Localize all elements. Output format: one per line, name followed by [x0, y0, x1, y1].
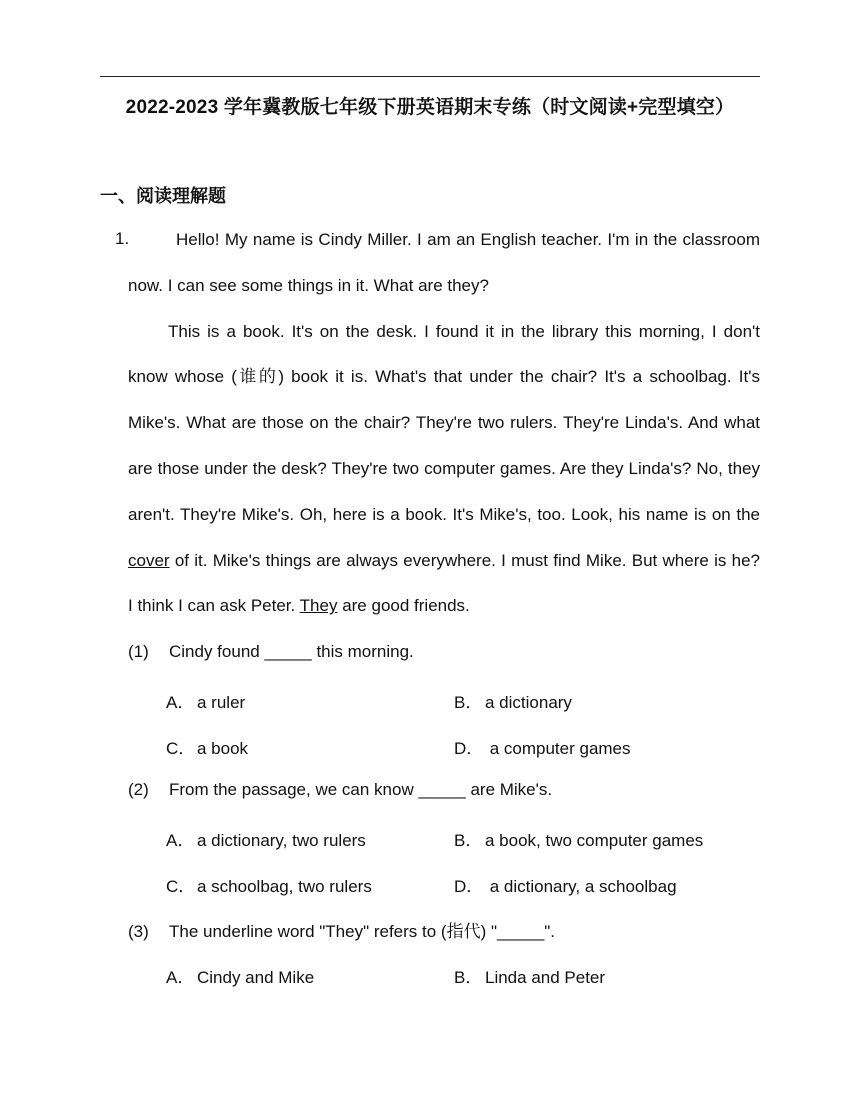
- subquestion-2-stem: [128, 780, 552, 800]
- subquestion-1-stem: [128, 642, 414, 662]
- reading-passage: [128, 217, 760, 629]
- option-letter: D．: [454, 739, 484, 758]
- option-letter: D．: [454, 877, 484, 896]
- option-a[interactable]: [166, 826, 366, 851]
- subquestion-text: From the passage, we can know _____ are Mike's.: [169, 780, 553, 799]
- option-d[interactable]: [454, 872, 677, 897]
- option-letter: C．: [166, 739, 196, 758]
- option-text: a dictionary: [485, 693, 572, 712]
- subquestion-text: Cindy found _____ this morning.: [169, 642, 414, 661]
- option-letter: A．: [166, 693, 195, 712]
- question-number: 1.: [115, 229, 130, 248]
- passage-paragraph-1: Hello! My name is Cindy Miller. I am an English teacher. I'm in the classroom now. I can see some things in it. What are they?: [128, 230, 760, 295]
- option-text: a dictionary, two rulers: [197, 831, 366, 850]
- option-letter: B．: [454, 968, 483, 987]
- subquestion-number: (2): [128, 780, 149, 799]
- option-letter: B．: [454, 831, 483, 850]
- subquestion-number: (3): [128, 922, 149, 941]
- option-text: a book, two computer games: [485, 831, 704, 850]
- subquestion-3-stem: [128, 917, 555, 942]
- option-b[interactable]: [454, 688, 572, 713]
- option-text: Cindy and Mike: [197, 968, 315, 987]
- passage-text: This is a book. It's on the desk. I found it in the library this morning, I don't know whose (谁的) book it is. What's that under the chair? It's a schoolbag. It's Mike's. What are those on the chair? They're two rulers. They're Linda's. And what are those under the desk? They're two computer games. Are they Linda's? No, they aren't. They're Mike's. Oh, here is a book. It's Mike's, too. Look, his name is on the: [128, 321, 760, 524]
- passage-paragraph-2: [128, 309, 760, 630]
- subquestion-text: The underline word "They" refers to (指代) "_____".: [169, 922, 556, 941]
- option-a[interactable]: [166, 688, 245, 713]
- option-text: a computer games: [485, 739, 631, 758]
- option-a[interactable]: [166, 963, 314, 988]
- option-c[interactable]: [166, 734, 248, 759]
- header-rule: [100, 76, 760, 77]
- underlined-word-they: They: [299, 596, 338, 616]
- passage-text: of it. Mike's things are always everywhere. I must find Mike. But where is he? I think I can ask Peter.: [128, 550, 760, 616]
- option-d[interactable]: [454, 734, 631, 759]
- option-letter: B．: [454, 693, 483, 712]
- option-c[interactable]: [166, 872, 372, 897]
- option-text: a book: [197, 739, 249, 758]
- option-letter: A．: [166, 831, 195, 850]
- subquestion-number: (1): [128, 642, 149, 661]
- option-b[interactable]: [454, 826, 703, 851]
- underlined-word-cover: cover: [128, 550, 170, 570]
- option-text: a dictionary, a schoolbag: [485, 877, 677, 896]
- option-text: a schoolbag, two rulers: [197, 877, 372, 896]
- option-letter: C．: [166, 877, 196, 896]
- option-letter: A．: [166, 968, 195, 987]
- option-text: a ruler: [197, 693, 246, 712]
- section-heading: 一、阅读理解题: [100, 186, 226, 206]
- document-title: 2022-2023 学年冀教版七年级下册英语期末专练（时文阅读+完型填空）: [125, 97, 735, 118]
- option-b[interactable]: [454, 963, 605, 988]
- passage-text: are good friends.: [337, 596, 470, 616]
- option-text: Linda and Peter: [485, 968, 606, 987]
